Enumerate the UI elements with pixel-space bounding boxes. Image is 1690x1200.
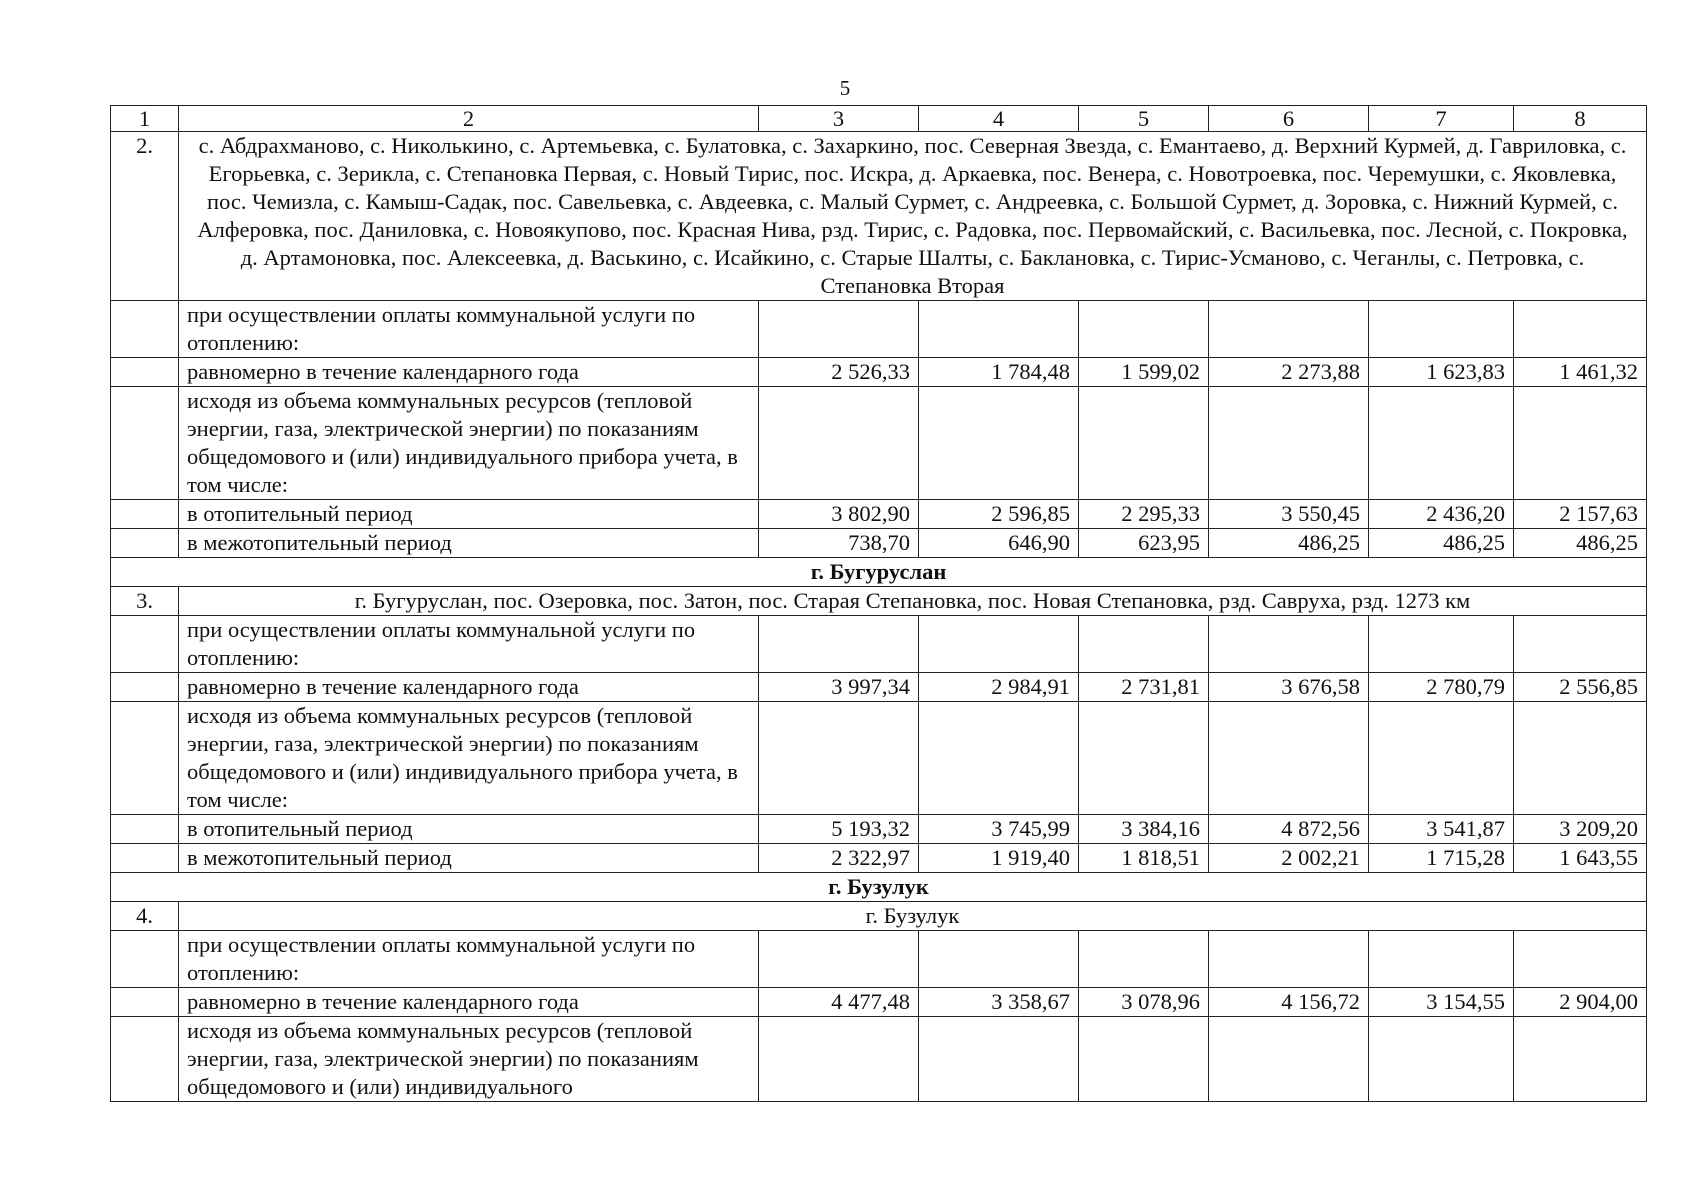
section-2-locations-row: [111, 132, 1647, 301]
table-row: [111, 1017, 1647, 1102]
value-cell: 2 295,33: [1079, 500, 1209, 529]
column-number-row: [111, 106, 1647, 132]
row-label: в межотопительный период: [179, 529, 759, 558]
table-row: [111, 616, 1647, 673]
row-label: в межотопительный период: [179, 844, 759, 873]
table-row: [111, 358, 1647, 387]
value-cell: 486,25: [1369, 529, 1514, 558]
value-cell: 3 384,16: [1079, 815, 1209, 844]
row-label: в отопительный период: [179, 500, 759, 529]
table-row: [111, 500, 1647, 529]
table-row: [111, 301, 1647, 358]
column-number: 4: [919, 106, 1079, 132]
row-label: исходя из объема коммунальных ресурсов (тепловой энергии, газа, электрической энергии) по показаниям общедомового и (или) индивидуального прибора учета, в том числе:: [179, 387, 759, 500]
value-cell: 3 745,99: [919, 815, 1079, 844]
locations-cell: г. Бугуруслан, пос. Озеровка, пос. Затон, пос. Старая Степановка, пос. Новая Степановка, рзд. Савруха, рзд. 1273 км: [179, 587, 1647, 616]
value-cell: 1 623,83: [1369, 358, 1514, 387]
city-heading: г. Бузулук: [111, 873, 1647, 902]
value-cell: 1 599,02: [1079, 358, 1209, 387]
column-number: 3: [759, 106, 919, 132]
table-row: [111, 529, 1647, 558]
locations-cell: г. Бузулук: [179, 902, 1647, 931]
city-heading-row: [111, 558, 1647, 587]
value-cell: 2 273,88: [1209, 358, 1369, 387]
value-cell: 2 002,21: [1209, 844, 1369, 873]
value-cell: 2 436,20: [1369, 500, 1514, 529]
row-index: 2.: [111, 132, 179, 301]
column-number: 5: [1079, 106, 1209, 132]
row-index: 4.: [111, 902, 179, 931]
value-cell: 2 984,91: [919, 673, 1079, 702]
value-cell: 2 526,33: [759, 358, 919, 387]
value-cell: 3 997,34: [759, 673, 919, 702]
value-cell: 2 904,00: [1514, 988, 1647, 1017]
value-cell: 1 643,55: [1514, 844, 1647, 873]
table-row: [111, 988, 1647, 1017]
value-cell: 4 156,72: [1209, 988, 1369, 1017]
locations-cell: с. Абдрахманово, с. Николькино, с. Артемьевка, с. Булатовка, с. Захаркино, пос. Северная Звезда, с. Емантаево, д. Верхний Курмей, д. Гавриловка, с. Егорьевка, с. Зерикла, с. Степановка Первая, с. Новый Тирис, пос. Искра, д. Аркаевка, пос. Венера, с. Новотроевка, пос. Черемушки, с. Яковлевка, пос. Чемизла, с. Камыш-Садак, пос. Савельевка, с. Авдеевка, с. Малый Сурмет, с. Андреевка, с. Большой Сурмет, д. Зоровка, с. Нижний Курмей, с. Алферовка, пос. Даниловка, с. Новоякупово, пос. Красная Нива, рзд. Тирис, с. Радовка, пос. Первомайский, с. Васильевка, пос. Лесной, с. Покровка, д. Артамоновка, пос. Алексеевка, д. Васькино, с. Исайкино, с. Старые Шалты, с. Баклановка, с. Тирис-Усманово, с. Чеганлы, с. Петровка, с. Степановка Вторая: [179, 132, 1647, 301]
value-cell: 3 154,55: [1369, 988, 1514, 1017]
value-cell: 1 784,48: [919, 358, 1079, 387]
table-row: [111, 844, 1647, 873]
column-number: 1: [111, 106, 179, 132]
value-cell: 3 676,58: [1209, 673, 1369, 702]
column-number: 6: [1209, 106, 1369, 132]
row-label: равномерно в течение календарного года: [179, 358, 759, 387]
table-row: [111, 815, 1647, 844]
table-row: [111, 387, 1647, 500]
value-cell: 2 731,81: [1079, 673, 1209, 702]
value-cell: 5 193,32: [759, 815, 919, 844]
value-cell: 486,25: [1209, 529, 1369, 558]
table-row: [111, 931, 1647, 988]
table-row: [111, 702, 1647, 815]
column-number: 8: [1514, 106, 1647, 132]
value-cell: 646,90: [919, 529, 1079, 558]
value-cell: 4 872,56: [1209, 815, 1369, 844]
row-label: равномерно в течение календарного года: [179, 988, 759, 1017]
section-3-locations-row: [111, 587, 1647, 616]
row-label: при осуществлении оплаты коммунальной услуги по отоплению:: [179, 616, 759, 673]
value-cell: 2 780,79: [1369, 673, 1514, 702]
value-cell: 2 596,85: [919, 500, 1079, 529]
city-heading-row: [111, 873, 1647, 902]
page-number: 5: [839, 76, 851, 100]
value-cell: 1 461,32: [1514, 358, 1647, 387]
row-label: исходя из объема коммунальных ресурсов (тепловой энергии, газа, электрической энергии) по показаниям общедомового и (или) индивидуального: [179, 1017, 759, 1102]
value-cell: 3 541,87: [1369, 815, 1514, 844]
value-cell: 1 818,51: [1079, 844, 1209, 873]
row-label: при осуществлении оплаты коммунальной услуги по отоплению:: [179, 931, 759, 988]
row-label: исходя из объема коммунальных ресурсов (тепловой энергии, газа, электрической энергии) по показаниям общедомового и (или) индивидуального прибора учета, в том числе:: [179, 702, 759, 815]
value-cell: 486,25: [1514, 529, 1647, 558]
value-cell: 4 477,48: [759, 988, 919, 1017]
value-cell: 3 550,45: [1209, 500, 1369, 529]
section-4-locations-row: [111, 902, 1647, 931]
value-cell: 2 157,63: [1514, 500, 1647, 529]
row-index: 3.: [111, 587, 179, 616]
city-heading: г. Бугуруслан: [111, 558, 1647, 587]
value-cell: 1 919,40: [919, 844, 1079, 873]
value-cell: 623,95: [1079, 529, 1209, 558]
column-number: 7: [1369, 106, 1514, 132]
value-cell: 1 715,28: [1369, 844, 1514, 873]
column-number: 2: [179, 106, 759, 132]
value-cell: 738,70: [759, 529, 919, 558]
value-cell: 2 556,85: [1514, 673, 1647, 702]
value-cell: 2 322,97: [759, 844, 919, 873]
value-cell: 3 358,67: [919, 988, 1079, 1017]
value-cell: 3 078,96: [1079, 988, 1209, 1017]
value-cell: 3 802,90: [759, 500, 919, 529]
row-label: равномерно в течение календарного года: [179, 673, 759, 702]
table-row: [111, 673, 1647, 702]
row-label: при осуществлении оплаты коммунальной услуги по отоплению:: [179, 301, 759, 358]
value-cell: 3 209,20: [1514, 815, 1647, 844]
tariff-table: [110, 105, 1647, 1102]
row-label: в отопительный период: [179, 815, 759, 844]
